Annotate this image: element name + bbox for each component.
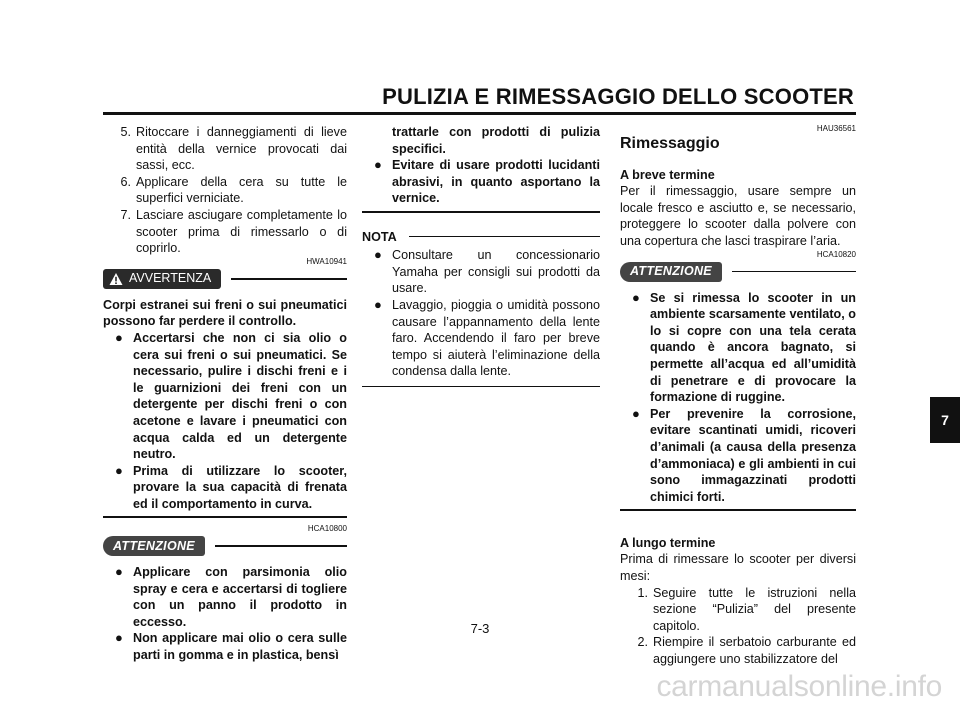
warning-end-rule xyxy=(103,516,347,518)
list-number: 2. xyxy=(637,635,648,650)
bullet-dot-icon: ● xyxy=(115,462,123,478)
list-number: 6. xyxy=(120,174,131,189)
watermark: carmanualsonline.info xyxy=(656,670,942,703)
bullet-text: Consultare un concessionario Yamaha per consigli sui prodotti da usare. xyxy=(392,248,600,296)
warning-header-rule xyxy=(231,278,347,280)
bullet-text: Evitare di usare prodotti lucidanti abrasivi, in quanto asportano la vernice. xyxy=(392,158,600,206)
caution-header xyxy=(103,536,347,556)
list-item xyxy=(103,174,347,207)
list-text: Applicare della cera su tutte le superfici verniciate. xyxy=(136,174,347,206)
chapter-tab: 7 xyxy=(930,397,960,443)
list-item xyxy=(620,585,856,635)
column-1 xyxy=(103,124,347,664)
list-text: Lasciare asciugare completamente lo scooter prima di rimessarlo o di coprirlo. xyxy=(136,207,347,256)
title-rule xyxy=(103,112,856,115)
list-text: Seguire tutte le istruzioni nella sezione “Pulizia” del presente capitolo. xyxy=(653,585,856,633)
caution-continuation xyxy=(374,124,600,157)
warning-label: AVVERTENZA xyxy=(129,271,212,286)
caution-bullet xyxy=(374,157,600,207)
caution-code: HCA10800 xyxy=(307,524,347,534)
column-2 xyxy=(362,124,600,387)
caution-bullet xyxy=(115,564,347,630)
bullet-dot-icon: ● xyxy=(115,564,123,580)
bullet-text: Applicare con parsimonia olio spray e cera e accertarsi di togliere con un panno il prodotto in eccesso. xyxy=(133,565,347,629)
list-number: 1. xyxy=(637,585,648,600)
warning-bullet xyxy=(115,463,347,513)
section-code: HAU36561 xyxy=(816,124,856,133)
list-item xyxy=(103,124,347,174)
bullet-text: Se si rimessa lo scooter in un ambiente scarsamente ventilato, o lo si copre con una tela cerata quando è ancora bagnato, si permette all’acqua ed all’umidità di penetrare e di provocare la formazione di ruggine. xyxy=(650,290,856,405)
caution-badge: ATTENZIONE xyxy=(620,262,722,282)
caution-bullet xyxy=(632,290,856,406)
caution-badge: ATTENZIONE xyxy=(103,536,205,556)
long-term-text: Prima di rimessare lo scooter per diversi mesi: xyxy=(620,552,856,584)
nota-bullet xyxy=(374,247,600,297)
bullet-text: Accertarsi che non ci sia olio o cera sui freni o sui pneumatici. Se necessario, pulire i dischi freni e i le guarnizioni dei freni con un detergente per dischi freni o con acetone e lavare i pneumatici con acqua calda ed un detergente neutro. xyxy=(133,330,347,462)
caution-header-rule xyxy=(732,271,856,273)
short-term-heading: A breve termine xyxy=(620,167,715,182)
nota-bullet xyxy=(374,297,600,380)
caution-end-rule xyxy=(620,509,856,511)
long-term-heading: A lungo termine xyxy=(620,535,716,550)
list-number: 5. xyxy=(120,125,131,139)
list-number: 7. xyxy=(120,207,131,222)
bullet-dot-icon: ● xyxy=(374,247,382,263)
short-term-text: Per il rimessaggio, usare sempre un locale fresco e asciutto e, se necessario, proteggere lo scooter dalla polvere con una copertura che lasci traspirare l’aria. xyxy=(620,184,856,248)
caution-code: HCA10820 xyxy=(816,249,856,259)
list-text: Ritoccare i danneggiamenti di lieve entità della vernice provocati dai sassi, ecc. xyxy=(136,125,347,173)
list-item xyxy=(620,634,856,667)
warning-triangle-icon xyxy=(109,272,123,286)
caution-bullet xyxy=(632,406,856,506)
warning-header xyxy=(103,269,347,289)
caution-end-rule xyxy=(362,211,600,213)
bullet-dot-icon: ● xyxy=(374,157,382,173)
page-title: PULIZIA E RIMESSAGGIO DELLO SCOOTER xyxy=(382,84,854,109)
bullet-dot-icon: ● xyxy=(632,405,640,421)
warning-code: HWA10941 xyxy=(306,256,347,266)
bullet-dot-icon: ● xyxy=(374,296,382,312)
bullet-dot-icon: ● xyxy=(115,329,123,345)
bullet-text: Non applicare mai olio o cera sulle parti in gomma e in plastica, bensì xyxy=(133,631,347,663)
caution-bullet xyxy=(115,630,347,663)
section-title: Rimessaggio xyxy=(620,135,720,152)
page-number: 7-3 xyxy=(470,621,490,636)
nota-end-rule xyxy=(362,386,600,387)
bullet-dot-icon: ● xyxy=(632,289,640,305)
warning-badge xyxy=(103,269,221,289)
bullet-text: Lavaggio, pioggia o umidità possono causare l’appannamento della lente faro. Accendendo il faro per breve tempo si aiuterà l’eliminazione della condensa dalla lente. xyxy=(392,297,600,379)
caution-header-rule xyxy=(215,545,347,547)
bullet-text: trattarle con prodotti di pulizia specifici. xyxy=(392,125,600,156)
caution-header xyxy=(620,262,856,282)
column-3 xyxy=(620,124,856,668)
nota-label: NOTA xyxy=(362,229,397,244)
warning-intro: Corpi estranei sui freni o sui pneumatici possono far perdere il controllo. xyxy=(103,297,347,329)
nota-header-rule xyxy=(409,236,600,237)
list-item xyxy=(103,207,347,257)
bullet-dot-icon: ● xyxy=(115,630,123,646)
list-text: Riempire il serbatoio carburante ed aggiungere uno stabilizzatore del xyxy=(653,635,856,667)
warning-bullet xyxy=(115,330,347,463)
bullet-text: Prima di utilizzare lo scooter, provare la sua capacità di frenata ed il comportamento in curva. xyxy=(133,463,347,511)
nota-header xyxy=(362,229,600,246)
bullet-text: Per prevenire la corrosione, evitare scantinati umidi, ricoveri d’animali (a causa della presenza d’ammoniaca) e gli ambienti in cui sono immagazzinati prodotti chimici forti. xyxy=(650,406,856,504)
